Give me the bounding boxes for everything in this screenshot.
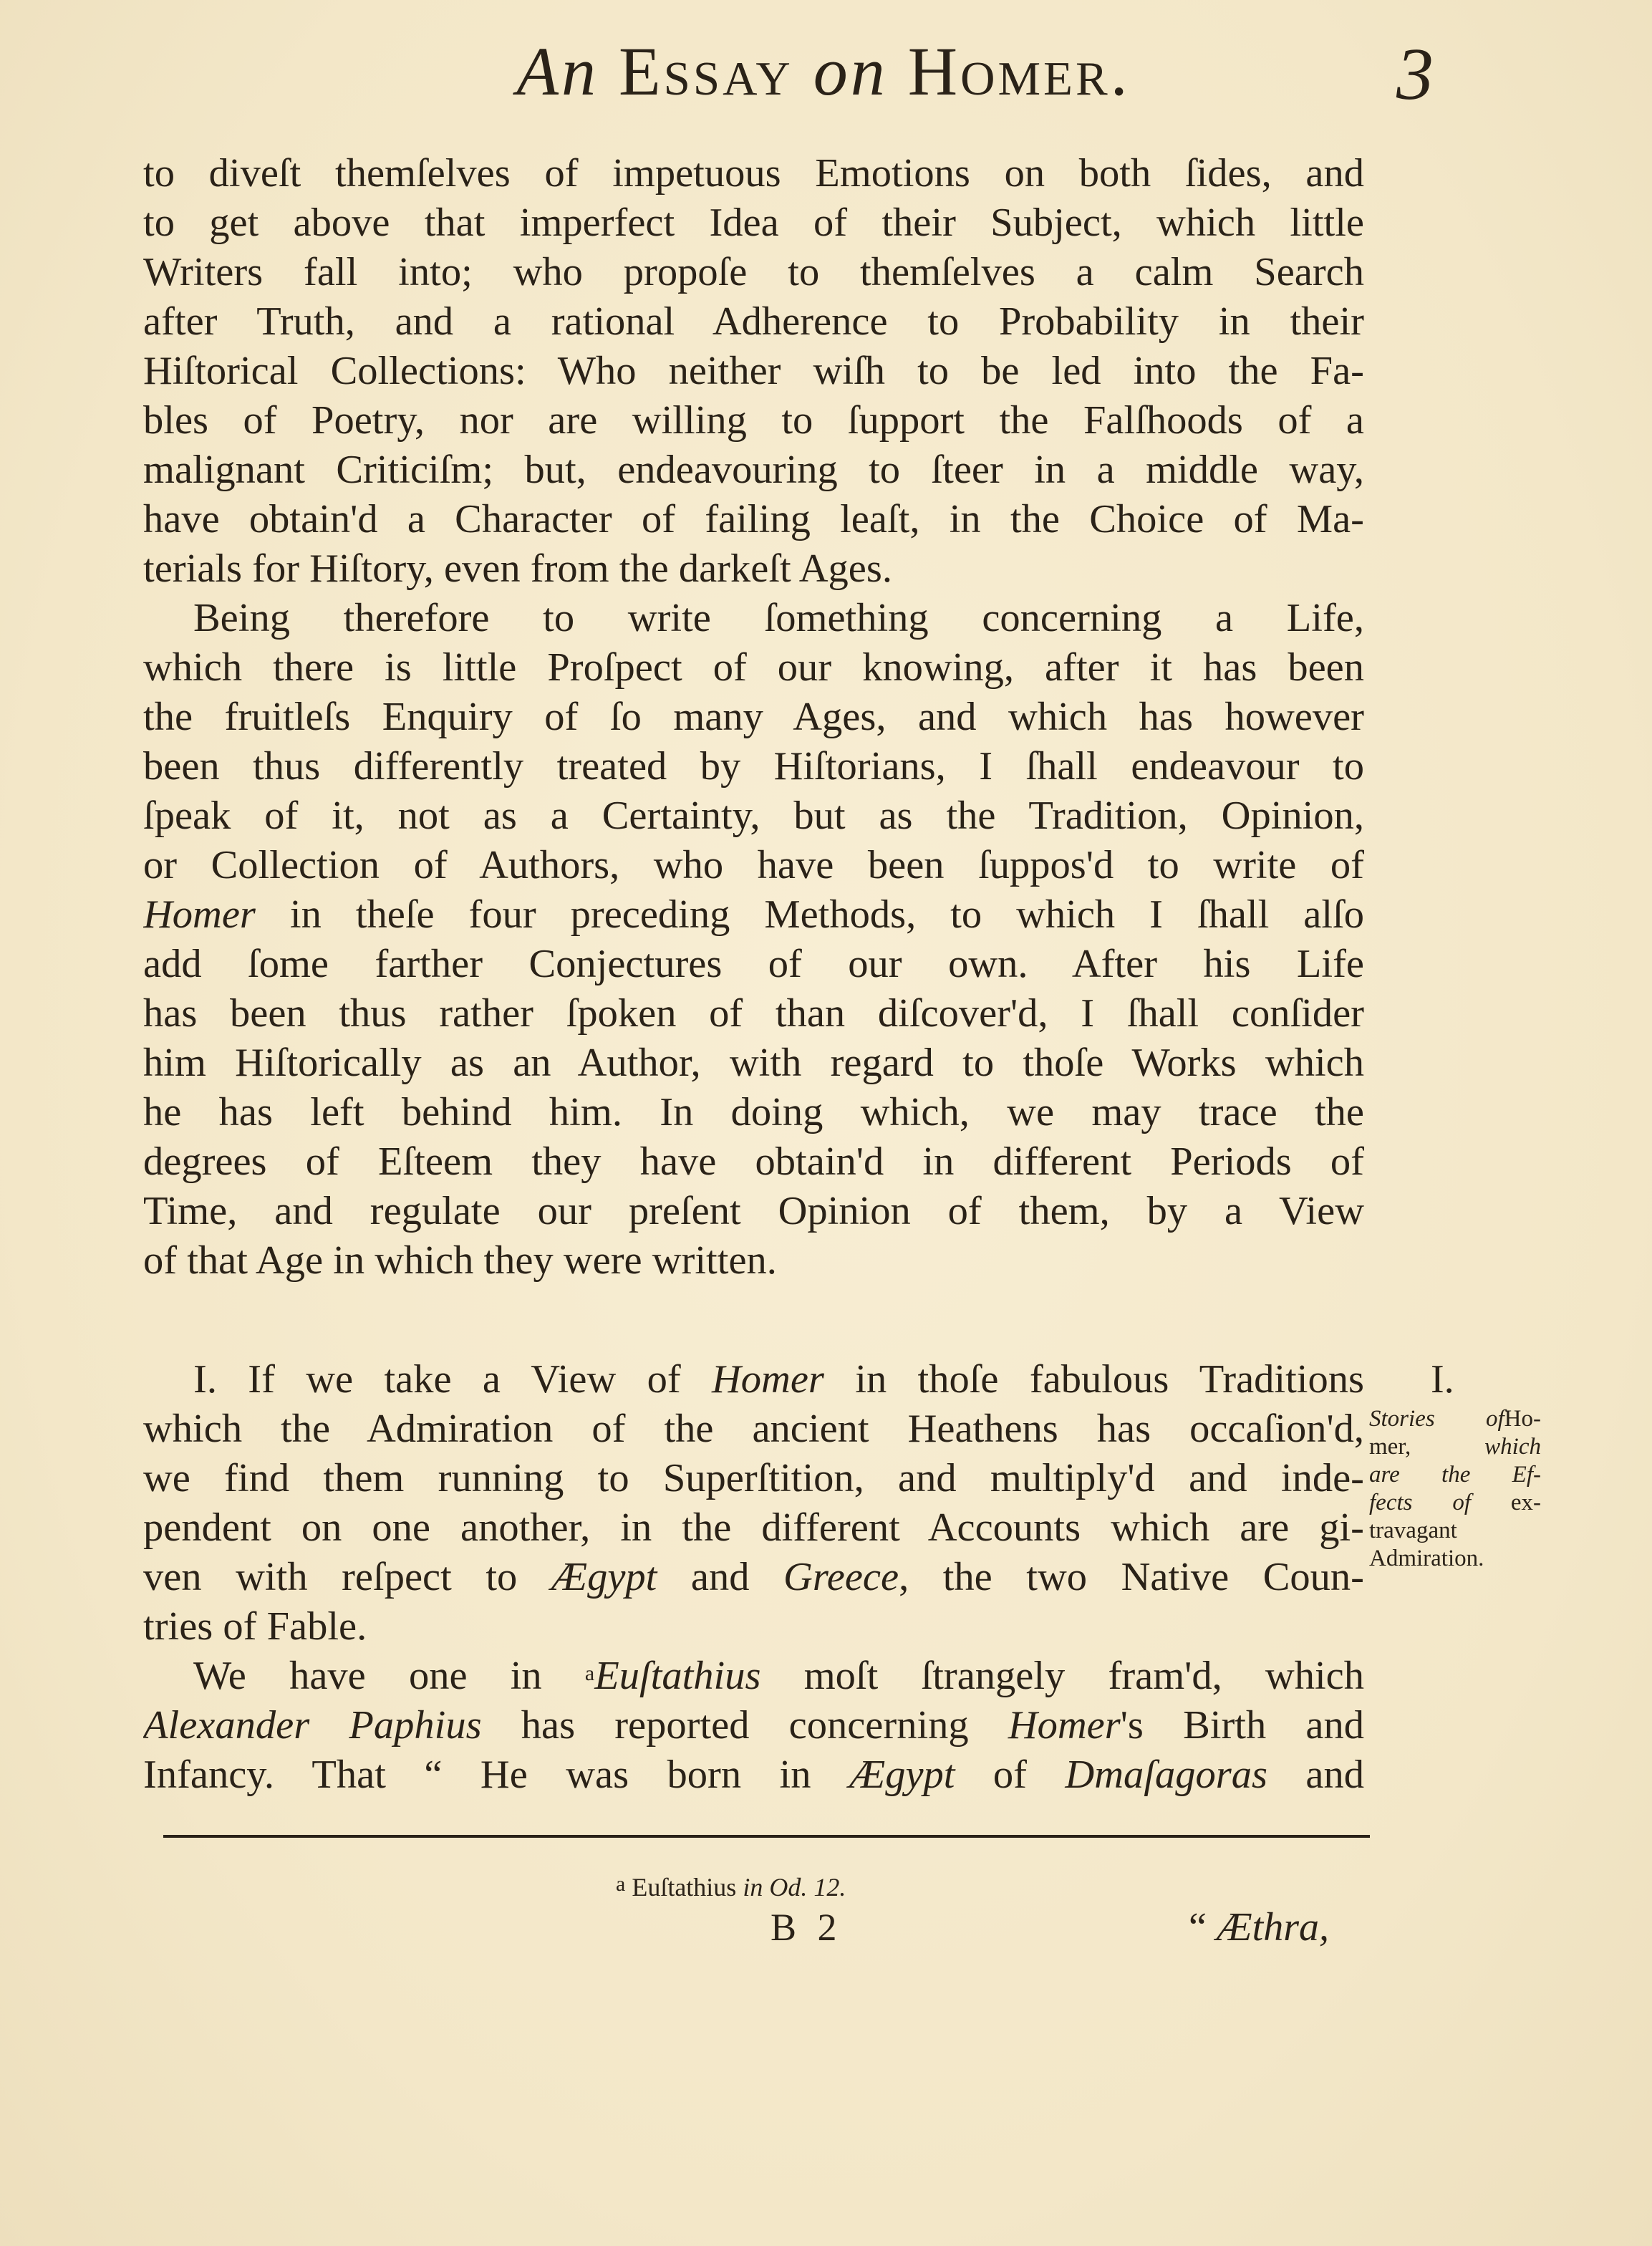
text-line: tries of Fable. bbox=[143, 1604, 367, 1649]
text-line: has been thus rather ſpoken of than diſcover'd, I ſhall conſider bbox=[143, 991, 1364, 1036]
text-line: after Truth, and a rational Adherence to Probability in their bbox=[143, 299, 1364, 344]
text-line: add ſome farther Conjectures of our own. After his Life bbox=[143, 942, 1364, 986]
text-italic: Homer bbox=[712, 1357, 824, 1402]
text-italic: Homer bbox=[143, 892, 256, 937]
text-line: terials for Hiſtory, even from the darkeſt Ages. bbox=[143, 546, 892, 591]
text-run: We have one in bbox=[193, 1654, 585, 1698]
text-run: in thoſe fabulous Traditions bbox=[823, 1357, 1364, 1402]
marginal-line bbox=[1369, 1405, 1541, 1433]
footnote-rule bbox=[163, 1835, 1370, 1838]
text-italic: Ægypt bbox=[551, 1555, 657, 1599]
footnote-mark: a bbox=[616, 1872, 626, 1896]
text-line: ſpeak of it, not as a Certainty, but as the Tradition, Opinion, bbox=[143, 794, 1364, 838]
text-line: malignant Criticiſm; but, endeavouring to ſteer in a middle way, bbox=[143, 448, 1364, 492]
running-head-an: An bbox=[516, 33, 599, 110]
marginal-note bbox=[1369, 1405, 1541, 1573]
text-line: or Collection of Authors, who have been ſuppos'd to write of bbox=[143, 843, 1364, 887]
text-line: pendent on one another, in the different Accounts which are gi- bbox=[143, 1505, 1364, 1550]
text-line: the fruitleſs Enquiry of ſo many Ages, and which has however bbox=[143, 695, 1364, 739]
main-text-upper bbox=[143, 149, 1364, 1286]
text-line bbox=[143, 1701, 1364, 1750]
text-line: Hiſtorical Collections: Who neither wiſh to be led into the Fa- bbox=[143, 349, 1364, 393]
running-head-homer: Homer. bbox=[907, 33, 1131, 110]
text-italic: Stories of bbox=[1369, 1406, 1504, 1432]
text-line: to diveſt themſelves of impetuous Emotions on both ſides, and bbox=[143, 151, 1364, 196]
marginal-line: are the Ef- bbox=[1369, 1462, 1541, 1488]
text-run: mer, bbox=[1369, 1434, 1485, 1460]
text-line: been thus differently treated by Hiſtorians, I ſhall endeavour to bbox=[143, 744, 1364, 789]
text-line: he has left behind him. In doing which, we may trace the bbox=[143, 1090, 1364, 1134]
text-run: in theſe four preceding Methods, to which I ſhall alſo bbox=[255, 892, 1364, 937]
text-line bbox=[143, 1355, 1364, 1404]
text-line: which the Admiration of the ancient Heathens has occaſion'd, bbox=[143, 1407, 1364, 1451]
text-run: moſt ſtrangely fram'd, which bbox=[760, 1654, 1364, 1698]
text-line: of that Age in which they were written. bbox=[143, 1238, 777, 1283]
marginal-line: travagant bbox=[1369, 1518, 1457, 1543]
footnote-author: Euſtathius bbox=[632, 1873, 737, 1902]
footnote-ref: Od. 12. bbox=[769, 1873, 846, 1902]
text-line bbox=[143, 1553, 1364, 1602]
marginal-line bbox=[1369, 1433, 1541, 1461]
text-line: Being therefore to write ſomething concerning a Life, bbox=[193, 596, 1364, 640]
text-run: of bbox=[955, 1753, 1066, 1797]
text-run: ven with reſpect to bbox=[143, 1555, 551, 1599]
text-run: Infancy. That “ He was born in bbox=[143, 1753, 849, 1797]
text-run: and bbox=[657, 1555, 784, 1599]
running-head-on: on bbox=[813, 33, 888, 110]
running-head-essay: Essay bbox=[618, 33, 793, 110]
marginal-line bbox=[1369, 1489, 1541, 1517]
text-italic: Ægypt bbox=[849, 1753, 955, 1797]
text-italic: fects of bbox=[1369, 1490, 1471, 1515]
catchword bbox=[1189, 1902, 1329, 1952]
text-line bbox=[143, 890, 1364, 940]
text-line: to get above that imperfect Idea of their Subject, which little bbox=[143, 201, 1364, 245]
marginal-line: Admiration. bbox=[1369, 1546, 1484, 1571]
main-text-lower bbox=[143, 1355, 1364, 1800]
catchword-word: Æthra, bbox=[1216, 1905, 1330, 1949]
signature-mark: B 2 bbox=[771, 1906, 843, 1949]
text-line bbox=[143, 1750, 1364, 1800]
text-run: I. If we take a View of bbox=[193, 1357, 712, 1402]
running-head bbox=[286, 21, 1361, 122]
text-italic: Dmaſagoras bbox=[1065, 1753, 1267, 1797]
page-number: 3 bbox=[1396, 33, 1434, 115]
footnote-mark: a bbox=[584, 1662, 595, 1685]
text-italic: Euſtathius bbox=[594, 1654, 761, 1698]
text-run: Ho- bbox=[1504, 1406, 1541, 1432]
text-line: Writers fall into; who propoſe to themſelves a calm Search bbox=[143, 250, 1364, 294]
text-line: him Hiſtorically as an Author, with regard to thoſe Works which bbox=[143, 1041, 1364, 1085]
text-line: have obtain'd a Character of failing leaſt, in the Choice of Ma- bbox=[143, 497, 1364, 541]
text-line: degrees of Eſteem they have obtain'd in different Periods of bbox=[143, 1139, 1364, 1184]
text-run: has reported concerning bbox=[481, 1703, 1008, 1748]
text-run: 's Birth and bbox=[1120, 1703, 1364, 1748]
text-run: ex- bbox=[1471, 1490, 1541, 1515]
text-italic: Greece bbox=[783, 1555, 899, 1599]
text-line: which there is little Proſpect of our knowing, after it has been bbox=[143, 645, 1364, 690]
footnote bbox=[616, 1869, 846, 1905]
text-line: Time, and regulate our preſent Opinion of them, by a View bbox=[143, 1189, 1364, 1233]
text-line bbox=[143, 1652, 1364, 1701]
section-number: I. bbox=[1431, 1357, 1454, 1402]
footnote-in: in bbox=[743, 1873, 763, 1902]
catchword-quote: “ bbox=[1189, 1905, 1207, 1949]
text-run: , the two Native Coun- bbox=[899, 1555, 1364, 1599]
text-italic: which bbox=[1484, 1434, 1541, 1460]
text-italic: Homer bbox=[1008, 1703, 1121, 1748]
text-line: bles of Poetry, nor are willing to ſupport the Falſhoods of a bbox=[143, 398, 1364, 443]
text-italic: Alexander Paphius bbox=[143, 1703, 482, 1748]
text-run: and bbox=[1267, 1753, 1364, 1797]
text-line: we find them running to Superſtition, and multiply'd and inde- bbox=[143, 1456, 1364, 1500]
